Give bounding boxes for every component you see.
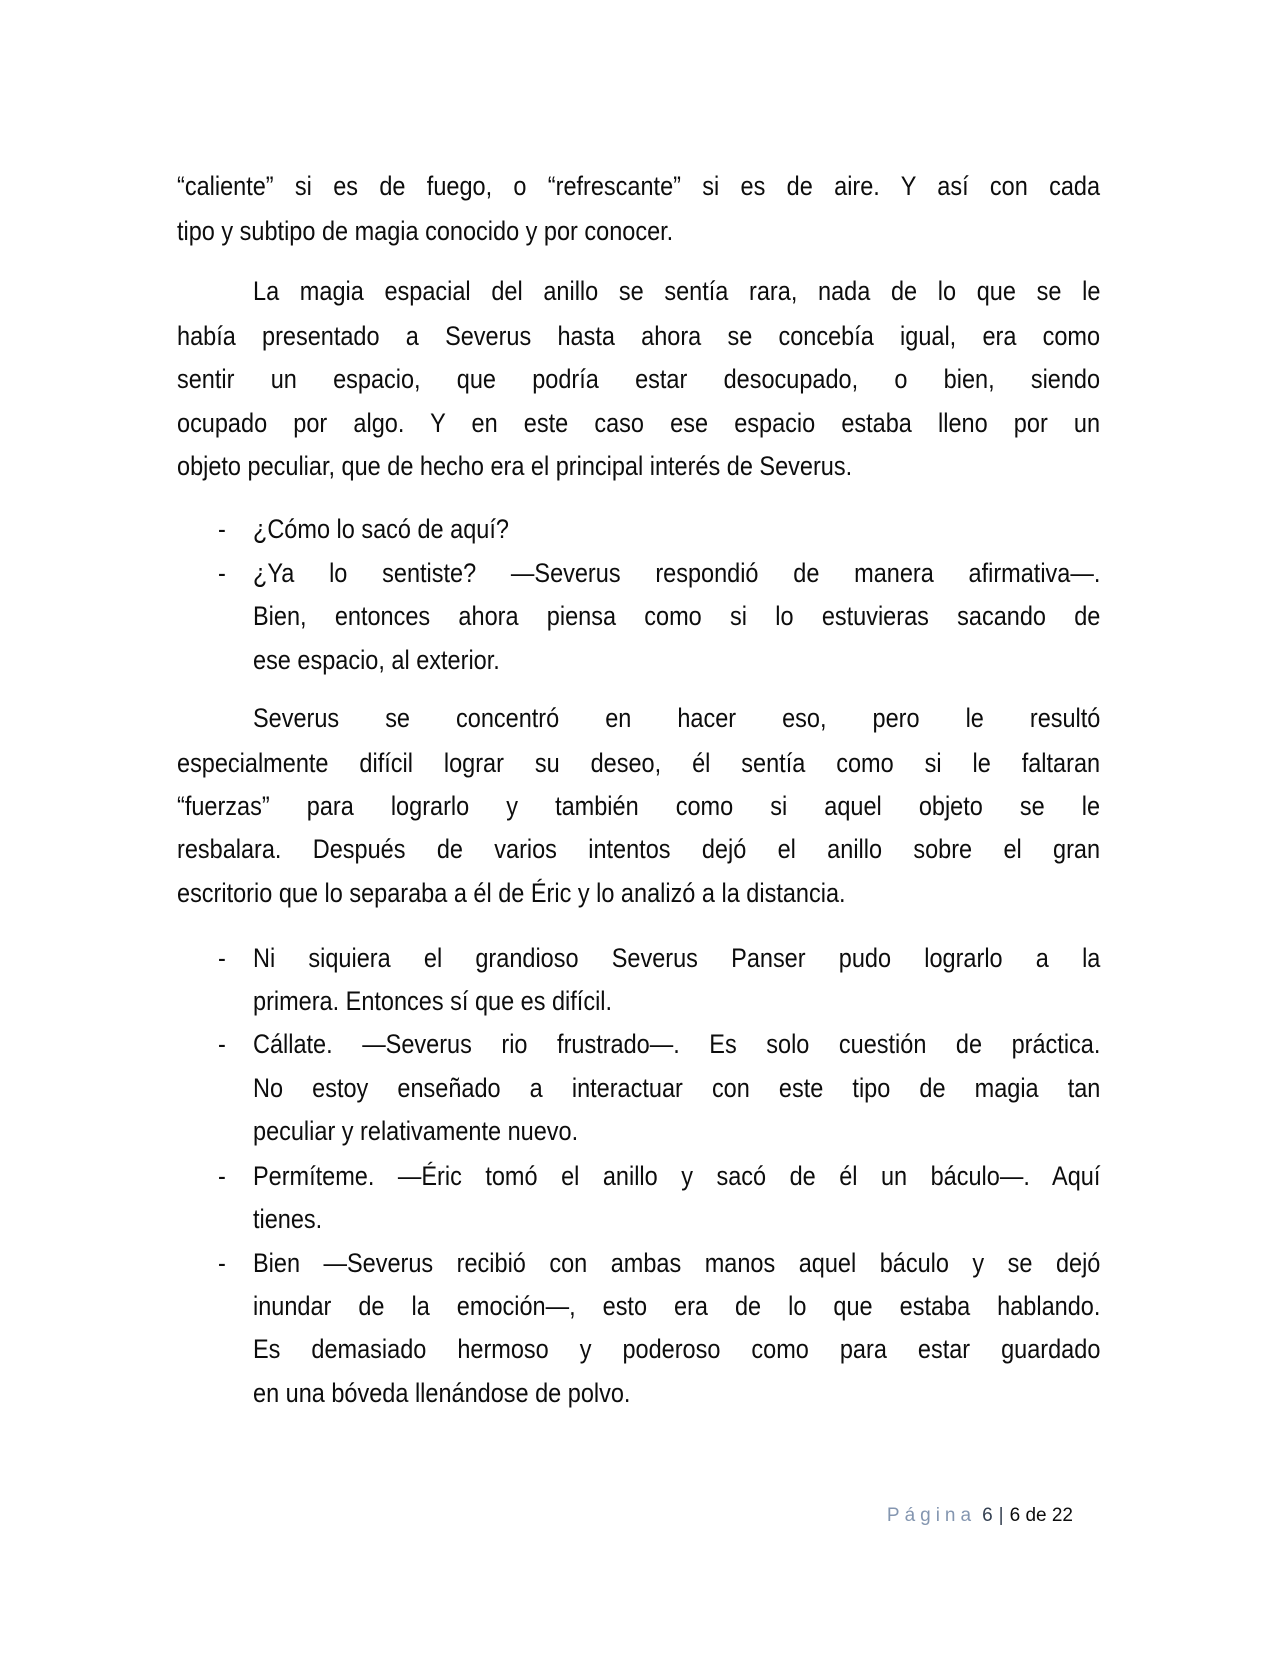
dialogue-line: Cállate. —Severus rio frustrado—. Es solo cuestión de práctica.: [253, 1029, 1101, 1059]
dialogue-line: Bien, entonces ahora piensa como si lo estuvieras sacando de: [253, 601, 1101, 631]
paragraph-line: sentir un espacio, que podría estar desocupado, o bien, siendo: [177, 364, 1101, 394]
dialogue-line: peculiar y relativamente nuevo.: [253, 1116, 579, 1146]
dash-marker: -: [218, 1248, 226, 1278]
dialogue-line: tienes.: [253, 1204, 323, 1234]
dialogue-line: ese espacio, al exterior.: [253, 645, 500, 675]
paragraph-line: Severus se concentró en hacer eso, pero le resultó: [253, 703, 1101, 733]
footer-separator: |: [998, 1505, 1004, 1526]
dialogue-line: Permíteme. —Éric tomó el anillo y sacó de él un báculo—. Aquí: [253, 1161, 1101, 1191]
page-of-total: 6 de 22: [1009, 1505, 1073, 1526]
paragraph-line: objeto peculiar, que de hecho era el principal interés de Severus.: [177, 451, 853, 481]
paragraph-line: escritorio que lo separaba a él de Éric y lo analizó a la distancia.: [177, 878, 846, 908]
dash-marker: -: [218, 943, 226, 973]
dialogue-line: Es demasiado hermoso y poderoso como para estar guardado: [253, 1334, 1101, 1364]
dialogue-line: Ni siquiera el grandioso Severus Panser pudo lograrlo a la: [253, 943, 1101, 973]
dialogue-line: ¿Cómo lo sacó de aquí?: [253, 514, 509, 544]
dialogue-line: Bien —Severus recibió con ambas manos aquel báculo y se dejó: [253, 1248, 1101, 1278]
dash-marker: -: [218, 1029, 226, 1059]
paragraph-line: “caliente” si es de fuego, o “refrescante” si es de aire. Y así con cada: [177, 171, 1101, 201]
paragraph-line: especialmente difícil lograr su deseo, él sentía como si le faltaran: [177, 748, 1101, 778]
dash-marker: -: [218, 1161, 226, 1191]
dialogue-line: primera. Entonces sí que es difícil.: [253, 986, 613, 1016]
dialogue-line: No estoy enseñado a interactuar con este tipo de magia tan: [253, 1073, 1101, 1103]
page-footer: [700, 1504, 1073, 1528]
page-number: 6: [982, 1505, 993, 1526]
paragraph-line: La magia espacial del anillo se sentía rara, nada de lo que se le: [253, 276, 1101, 306]
dialogue-line: inundar de la emoción—, esto era de lo que estaba hablando.: [253, 1291, 1101, 1321]
dash-marker: -: [218, 558, 226, 588]
paragraph-line: había presentado a Severus hasta ahora se concebía igual, era como: [177, 321, 1101, 351]
dash-marker: -: [218, 514, 226, 544]
dialogue-line: en una bóveda llenándose de polvo.: [253, 1378, 631, 1408]
page-label: Página: [886, 1505, 977, 1526]
paragraph-line: ocupado por algo. Y en este caso ese espacio estaba lleno por un: [177, 408, 1101, 438]
paragraph-line: tipo y subtipo de magia conocido y por conocer.: [177, 216, 674, 246]
paragraph-line: resbalara. Después de varios intentos dejó el anillo sobre el gran: [177, 834, 1101, 864]
dialogue-line: ¿Ya lo sentiste? —Severus respondió de manera afirmativa—.: [253, 558, 1101, 588]
paragraph-line: “fuerzas” para lograrlo y también como si aquel objeto se le: [177, 791, 1101, 821]
